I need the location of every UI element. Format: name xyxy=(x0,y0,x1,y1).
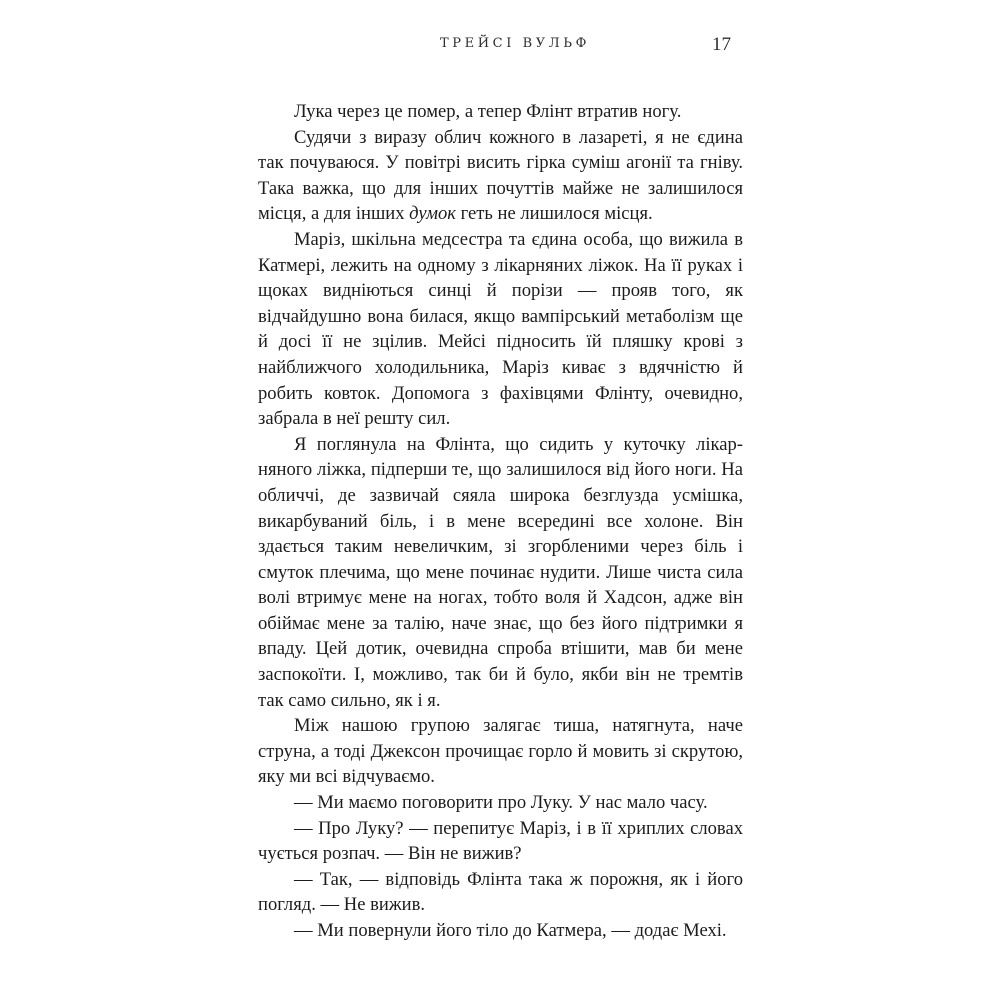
paragraph: Між нашою групою залягає тиша, натягнута, наче струна, а тоді Джексон прочищає горло й мовить зі скрутою, яку ми всі відчуваємо. xyxy=(258,715,743,788)
paragraph-text: Судячи з виразу облич кожного в лазареті, я не єдина так почуваюся. У повітрі висить гірка суміш агонії та гніву. Така важка, що для інших почуттів майже не залишилося місця, а для інших xyxy=(258,126,743,225)
author-running-title: ТРЕЙСІ ВУЛЬФ xyxy=(440,36,591,51)
page-number: 17 xyxy=(712,34,731,55)
paragraph xyxy=(258,125,743,227)
paragraph: Я поглянула на Флінта, що сидить у куточку лікарняного ліжка, підперши те, що залишилося від його ноги. На обличчі, де зазвичай сяяла широка безглузда усмішка, викарбуваний біль, і в мене всередині все холоне. Він здається таким невеличким, зі згорбленими через біль і смуток плечима, що мене починає нудити. Лише чиста сила волі втримує мене на ногах, тобто воля й Хадсон, адже він обіймає мене за талію, наче знає, що без його підтримки я впаду. Цей дотик, очевидна спроба втішити, мав би мене заспокоїти. І, можливо, так би й було, якби він не тремтів так само сильно, як і я. xyxy=(258,433,743,711)
running-head xyxy=(0,36,1000,56)
dialogue-line: — Ми повернули його тіло до Катмера, — додає Мехі. xyxy=(294,920,727,941)
paragraph-text: геть не лишилося місця. xyxy=(460,203,653,225)
dialogue-line: — Так, — відповідь Флінта така ж порожня, як і його погляд. — Не вижив. xyxy=(258,868,743,916)
emphasized-word: думок xyxy=(409,203,456,225)
dialogue-line: — Ми маємо поговорити про Луку. У нас мало часу. xyxy=(294,792,708,814)
paragraph: Маріз, шкільна медсестра та єдина особа, що вижила в Катмері, лежить на одному з лікарняних ліжок. На її руках і щоках видніються синці й порізи — прояв того, як відчайдушно вона билася, якщо вампірський метаболізм ще й досі її не зцілив. Мейсі підносить їй пляшку крові з найближчого холодильника, Маріз киває з вдячністю й робить ковток. Допомога з фахівцями Флінту, очевидно, забрала в неї решту сил. xyxy=(258,228,743,430)
paragraph: Лука через це помер, а тепер Флінт втратив ногу. xyxy=(294,101,682,122)
dialogue-line: — Про Луку? — перепитує Маріз, і в її хриплих словах чується розпач. — Він не вижив? xyxy=(258,817,743,865)
body-text xyxy=(258,99,743,944)
